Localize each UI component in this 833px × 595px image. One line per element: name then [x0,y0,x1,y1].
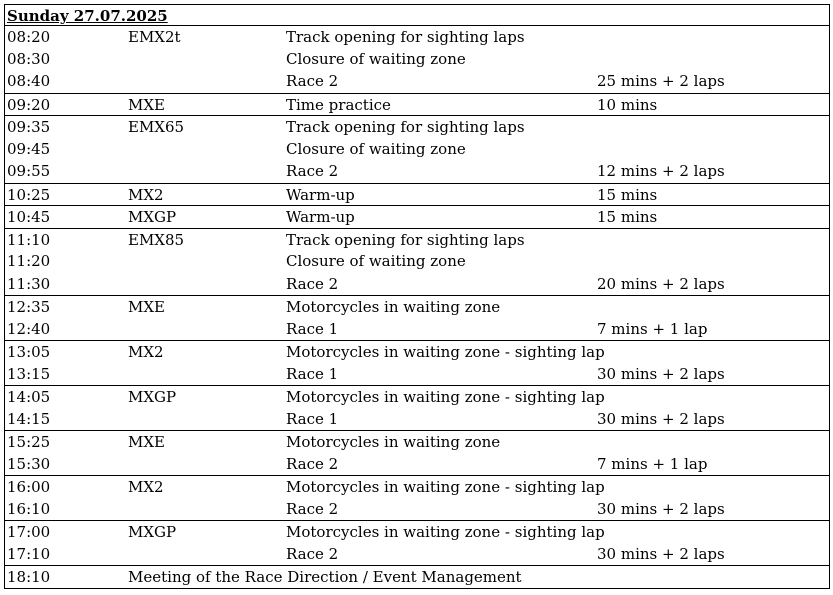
activity-cell: Motorcycles in waiting zone [286,298,501,316]
schedule-row [5,206,829,228]
duration-cell: 20 mins + 2 laps [597,274,725,293]
class-cell: EMX65 [128,118,185,136]
schedule-row [5,521,829,543]
time-cell: 08:20 [7,28,51,46]
schedule-block [5,206,829,229]
time-cell: 17:10 [7,544,51,563]
schedule-block [5,184,829,207]
time-cell: 16:10 [7,499,51,518]
schedule-row [5,94,829,116]
duration-cell: 30 mins + 2 laps [597,499,725,518]
class-cell: EMX85 [128,230,185,249]
duration-cell: 15 mins [597,185,658,204]
class-cell: EMX2t [128,28,181,46]
time-cell: 09:45 [7,139,51,158]
activity-cell: Closure of waiting zone [286,49,466,68]
class-cell: MX2 [128,478,164,496]
time-cell: 09:35 [7,118,51,136]
time-cell: 12:40 [7,319,51,338]
time-cell: 11:10 [7,230,51,249]
time-cell: 14:05 [7,388,51,406]
time-cell: 13:05 [7,343,51,361]
activity-cell: Race 1 [286,409,339,428]
schedule-row [5,566,829,588]
schedule-title: Sunday 27.07.2025 [5,5,829,26]
time-cell: 10:45 [7,208,51,226]
schedule-row [5,250,829,273]
schedule-row [5,229,829,251]
activity-cell: Race 2 [286,544,339,563]
duration-cell: 7 mins + 1 lap [597,319,708,338]
schedule-row [5,498,829,521]
duration-cell: 30 mins + 2 laps [597,364,725,383]
activity-cell: Race 1 [286,319,339,338]
schedule-row [5,273,829,296]
time-cell: 15:30 [7,454,51,473]
schedule-row [5,543,829,566]
class-cell: MXE [128,95,165,114]
schedule-block [5,431,829,476]
schedule-block [5,116,829,184]
schedule-row [5,408,829,431]
schedule-block [5,229,829,297]
activity-cell: Track opening for sighting laps [286,118,525,136]
activity-cell: Race 1 [286,364,339,383]
duration-cell: 30 mins + 2 laps [597,544,725,563]
time-cell: 16:00 [7,478,51,496]
schedule-block [5,386,829,431]
time-cell: 18:10 [7,568,51,586]
duration-cell: 7 mins + 1 lap [597,454,708,473]
activity-cell: Time practice [286,95,391,114]
activity-cell: Motorcycles in waiting zone - sighting lap [286,343,605,361]
duration-cell: 30 mins + 2 laps [597,409,725,428]
time-cell: 09:20 [7,95,51,114]
schedule-row [5,138,829,161]
class-cell: MX2 [128,185,164,204]
activity-cell: Race 2 [286,274,339,293]
schedule-row [5,386,829,408]
schedule-row [5,453,829,476]
schedule-row [5,296,829,318]
schedule-row [5,48,829,71]
time-cell: 08:40 [7,72,51,90]
schedule-row [5,70,829,93]
schedule-row [5,184,829,206]
activity-cell: Motorcycles in waiting zone - sighting lap [286,523,605,541]
activity-cell: Race 2 [286,499,339,518]
schedule-row [5,363,829,386]
activity-cell: Closure of waiting zone [286,139,466,158]
time-cell: 14:15 [7,409,51,428]
activity-cell: Warm-up [286,208,355,226]
schedule-block [5,521,829,566]
time-cell: 12:35 [7,298,51,316]
duration-cell: 25 mins + 2 laps [597,72,725,90]
activity-cell: Motorcycles in waiting zone - sighting lap [286,478,605,496]
time-cell: 09:55 [7,162,51,180]
time-cell: 08:30 [7,49,51,68]
activity-cell: Motorcycles in waiting zone [286,433,501,451]
schedule-body [5,26,829,588]
schedule-block [5,26,829,94]
class-cell: MXGP [128,208,177,226]
activity-cell: Race 2 [286,162,339,180]
schedule-row [5,431,829,453]
time-cell: 15:25 [7,433,51,451]
time-cell: 10:25 [7,185,51,204]
event-note-cell: Meeting of the Race Direction / Event Management [128,568,522,586]
time-cell: 13:15 [7,364,51,383]
schedule-block [5,296,829,341]
duration-cell: 12 mins + 2 laps [597,162,725,180]
schedule-row [5,341,829,363]
class-cell: MXE [128,433,165,451]
schedule-row [5,26,829,48]
duration-cell: 15 mins [597,208,658,226]
duration-cell: 10 mins [597,95,658,114]
activity-cell: Warm-up [286,185,355,204]
schedule-block [5,341,829,386]
class-cell: MX2 [128,343,164,361]
schedule-table [4,4,830,589]
activity-cell: Closure of waiting zone [286,252,466,270]
activity-cell: Race 2 [286,72,339,90]
schedule-row [5,476,829,498]
schedule-row [5,318,829,341]
class-cell: MXGP [128,523,177,541]
schedule-block [5,476,829,521]
activity-cell: Track opening for sighting laps [286,28,525,46]
time-cell: 11:30 [7,274,51,293]
class-cell: MXGP [128,388,177,406]
time-cell: 17:00 [7,523,51,541]
time-cell: 11:20 [7,252,51,270]
schedule-row [5,116,829,138]
schedule-block [5,566,829,588]
schedule-block [5,94,829,117]
activity-cell: Motorcycles in waiting zone - sighting lap [286,388,605,406]
class-cell: MXE [128,298,165,316]
activity-cell: Race 2 [286,454,339,473]
activity-cell: Track opening for sighting laps [286,230,525,249]
schedule-row [5,160,829,183]
